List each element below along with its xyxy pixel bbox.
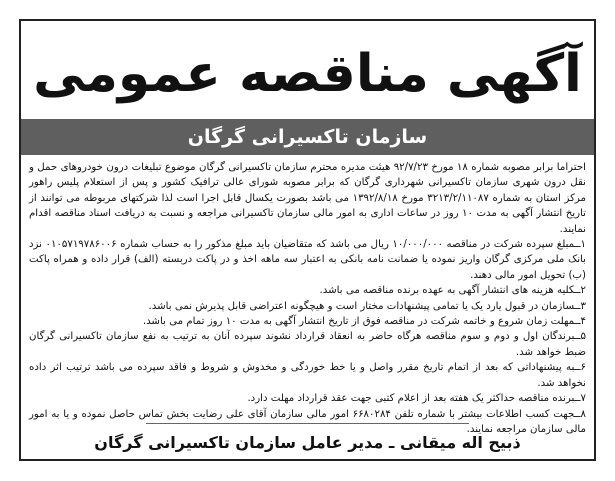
condition-item-1: ۱ــمبلغ سپرده شرکت در مناقصه ۱۰/۰۰۰/۰۰۰ ریال می باشد که متقاضیان باید مبلغ مذکور را به حساب شماره ۰۱۰۵۷۱۹۷۸۶۰۰۶ نزد بانک ملی مرکزی گرگان واریز نموده یا ضمانت نامه بانکی به اعتبار سه ماهه اخذ و در پاکت دربسته (الف) قرار داده و همراه پاکت (ب) تحویل امور مالی دهند. bbox=[29, 239, 586, 281]
notice-frame bbox=[19, 19, 596, 461]
signature-line: ذبیح اله میقانی ـ مدیر عامل سازمان تاکسیرانی گرگان bbox=[94, 432, 521, 452]
condition-item-3: ۳ــسازمان در قبول یارد یک یا تمامی پیشنهادات مختار است و هیچگونه اعتراضی قابل پذیرش نمی باشد. bbox=[148, 300, 586, 312]
notice-title: آگهی مناقصه عمومی bbox=[33, 44, 582, 104]
condition-item-6: ۶ــبه پیشنهاداتی که بعد از اتمام تاریخ مقرر واصل و یا خط خوردگی و مخدوش و شروط و فاقد سپرده می باشد ترتیب اثر داده نخواهد شد. bbox=[29, 362, 586, 389]
condition-item-4: ۴ــمهلت زمان شروع و خاتمه شرکت در مناقصه فوق از تاریخ انتشار آگهی به مدت ۱۰ روز تمام می باشد. bbox=[142, 316, 586, 328]
signature-divider bbox=[146, 423, 469, 424]
condition-item-8: ۸ــجهت کسب اطلاعات بیشتر با شماره تلفن ۶۶۸۰۲۸۴ امور مالی سازمان آقای علی رضایت بخش تماس حاصل نموده و یا به امور مالی سازمان مراجعه نمایند. bbox=[29, 408, 587, 435]
condition-item-2: ۲ــکلیه هزینه های انتشار آگهی به عهده برنده مناقصه می باشد. bbox=[319, 285, 586, 297]
organization-name: سازمان تاکسیرانی گرگان bbox=[187, 126, 428, 148]
organization-band bbox=[21, 119, 594, 155]
condition-item-5: ۵ــبرندگان اول و دوم و سوم مناقصه هرگاه حاضر به انعقاد قرارداد نشوند سپرده آنان به ترتیب به نفع سازمان تاکسیرانی گرگان ضبط خواهد شد. bbox=[29, 331, 586, 358]
notice-body bbox=[29, 160, 587, 435]
condition-item-7: ۷ــبرنده مناقصه حداکثر یک هفته بعد از اعلام کتبی جهت عقد قرارداد مهلت دارد. bbox=[247, 393, 586, 405]
intro-paragraph: احتراما برابر مصوبه شماره ۱۸ مورخ ۹۲/۷/۲۳ هیئت مدیره محترم سازمان تاکسیرانی گرگان موضوع تبلیغات درون خودروهای حمل و نقل درون شهری سازمان تاکسیرانی شهرداری گرگان که برابر مصوبه شورای عالی ترافیک کشور و پس از استعلام پلیس راهور مرکز استان به شماره ۳۲۱۳/۲/۱۱۰۸۷ مورخ ۱۳۹۲/۸/۱۸ می باشد بصورت یکسال قابل اجرا است لذا شرکتهای مربوطه می توانند از تاریخ انتشار آگهی به مدت ۱۰ روز در ساعات اداری به امور مالی سازمان تاکسیرانی مراجعه و نسبت به دریافت اسناد مناقصه اقدام نمایند. bbox=[29, 162, 586, 235]
